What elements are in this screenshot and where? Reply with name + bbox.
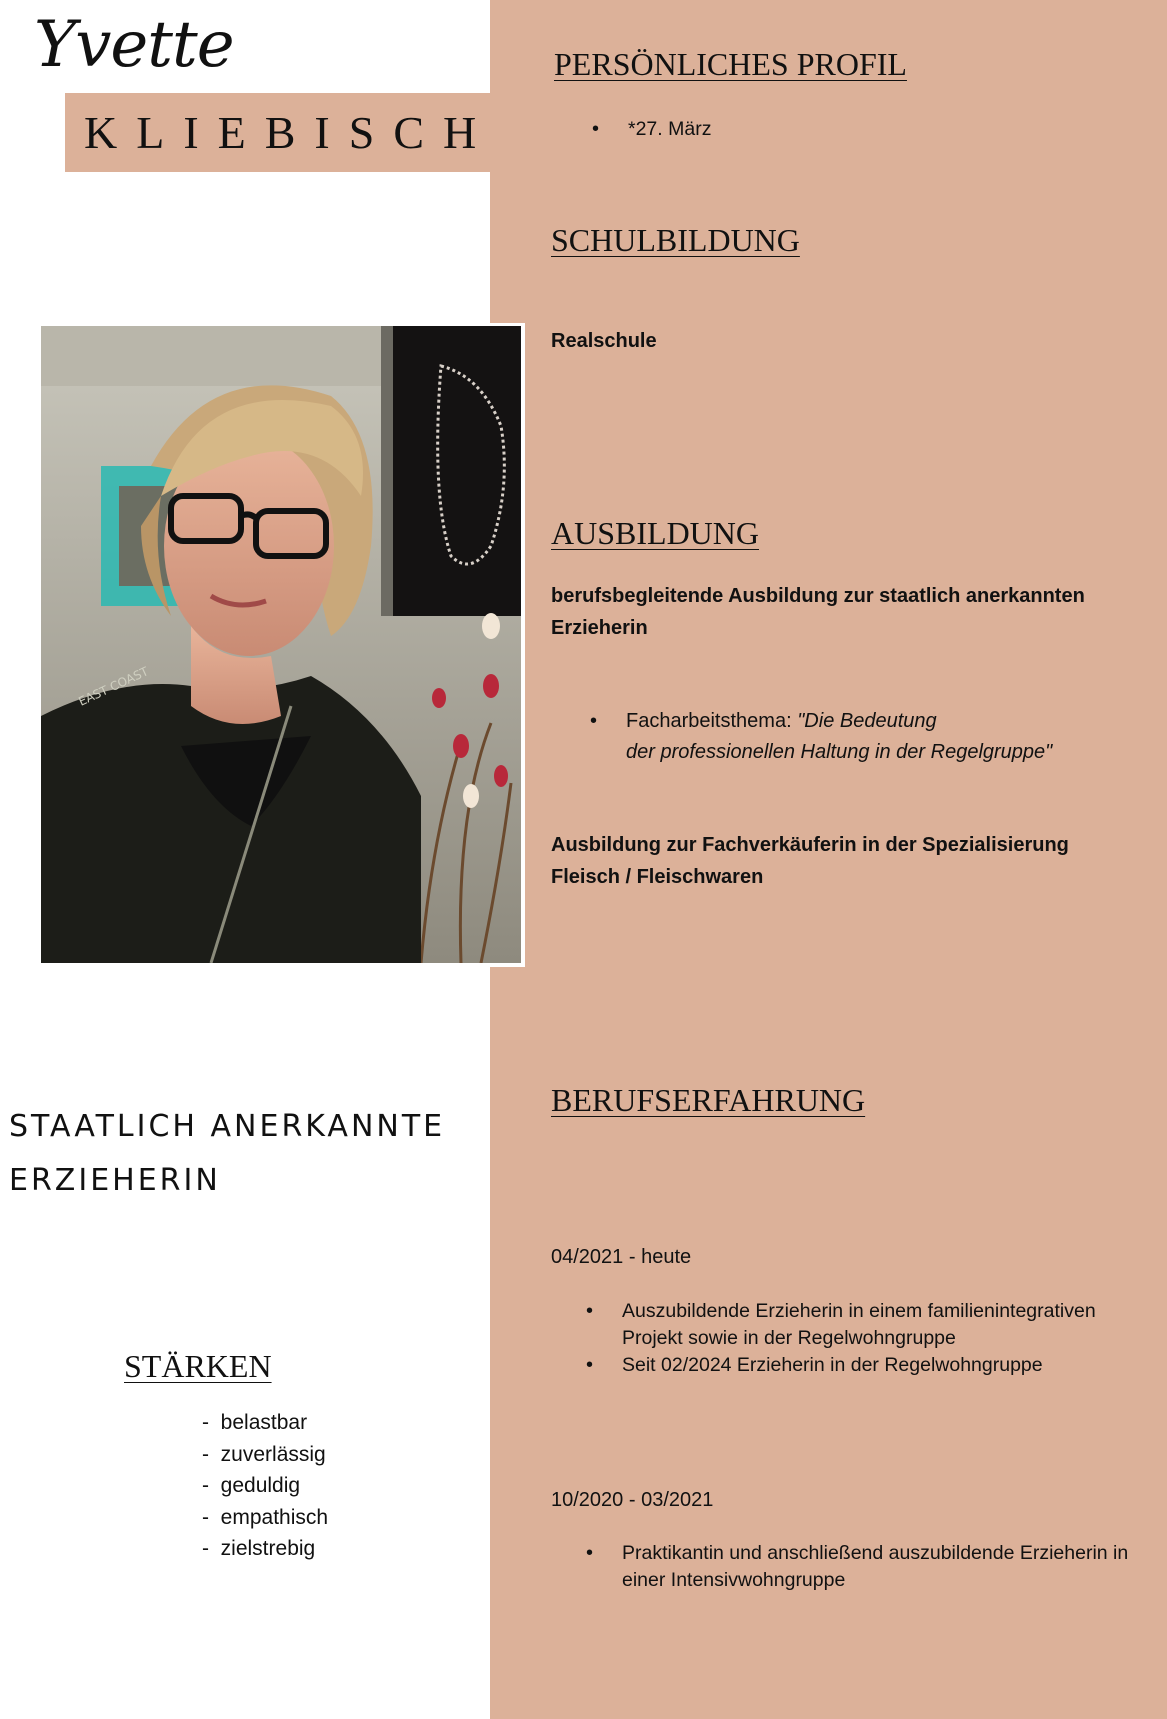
profile-list: [592, 116, 711, 143]
job-bullets: [586, 1540, 1146, 1594]
job-bullet: • Praktikantin und anschließend auszubildende Erzieherin in einer Intensivwohngruppe: [586, 1540, 1146, 1594]
strengths-heading: STÄRKEN: [124, 1348, 272, 1384]
experience-heading: BERUFSERFAHRUNG: [551, 1082, 866, 1118]
training-entry-2-line2: Fleisch / Fleischwaren: [551, 866, 764, 888]
school-heading: SCHULBILDUNG: [551, 222, 800, 258]
thesis-list: [590, 706, 1052, 768]
strength-item: - zuverlässig: [202, 1439, 328, 1471]
last-name: KLIEBISCH: [84, 107, 496, 158]
strength-item: - empathisch: [202, 1502, 328, 1534]
training-entry-1-line2: Erzieherin: [551, 617, 648, 639]
thesis-label: Facharbeitsthema:: [626, 710, 798, 732]
job-title-line1: STAATLICH ANERKANNTE: [9, 1109, 446, 1144]
job-title: [9, 1100, 479, 1208]
job-title-line2: ERZIEHERIN: [9, 1163, 221, 1198]
job-bullet: • Auszubildende Erzieherin in einem familienintegrativen Projekt sowie in der Regelwohngruppe: [586, 1298, 1146, 1352]
thesis-title-line1: "Die Bedeutung: [797, 710, 937, 732]
portrait-illustration: [41, 326, 521, 963]
job-bullets: [586, 1298, 1146, 1379]
strengths-list: [202, 1407, 328, 1565]
school-entry: Realschule: [551, 330, 657, 352]
training-heading: AUSBILDUNG: [551, 515, 759, 551]
job-period: 10/2020 - 03/2021: [551, 1489, 714, 1511]
strength-item: - belastbar: [202, 1407, 328, 1439]
thesis-item: [590, 706, 1052, 768]
training-entry-1: [551, 580, 1151, 644]
svg-text:EAST COAST: EAST COAST: [76, 664, 151, 709]
job-bullet: • Seit 02/2024 Erzieherin in der Regelwohngruppe: [586, 1352, 1146, 1379]
strength-item: - geduldig: [202, 1470, 328, 1502]
birthdate: • *27. März: [592, 116, 711, 143]
portrait-photo: [39, 323, 525, 967]
first-name: Yvette: [34, 8, 234, 82]
thesis-title-line2: der professionellen Haltung in der Regelgruppe": [626, 741, 1053, 763]
training-entry-2: [551, 829, 1151, 893]
strength-item: - zielstrebig: [202, 1533, 328, 1565]
training-entry-1-line1: berufsbegleitende Ausbildung zur staatlich anerkannten: [551, 585, 1085, 607]
job-period: 04/2021 - heute: [551, 1246, 692, 1268]
profile-heading: PERSÖNLICHES PROFIL: [554, 46, 907, 82]
training-entry-2-line1: Ausbildung zur Fachverkäuferin in der Spezialisierung: [551, 834, 1069, 856]
